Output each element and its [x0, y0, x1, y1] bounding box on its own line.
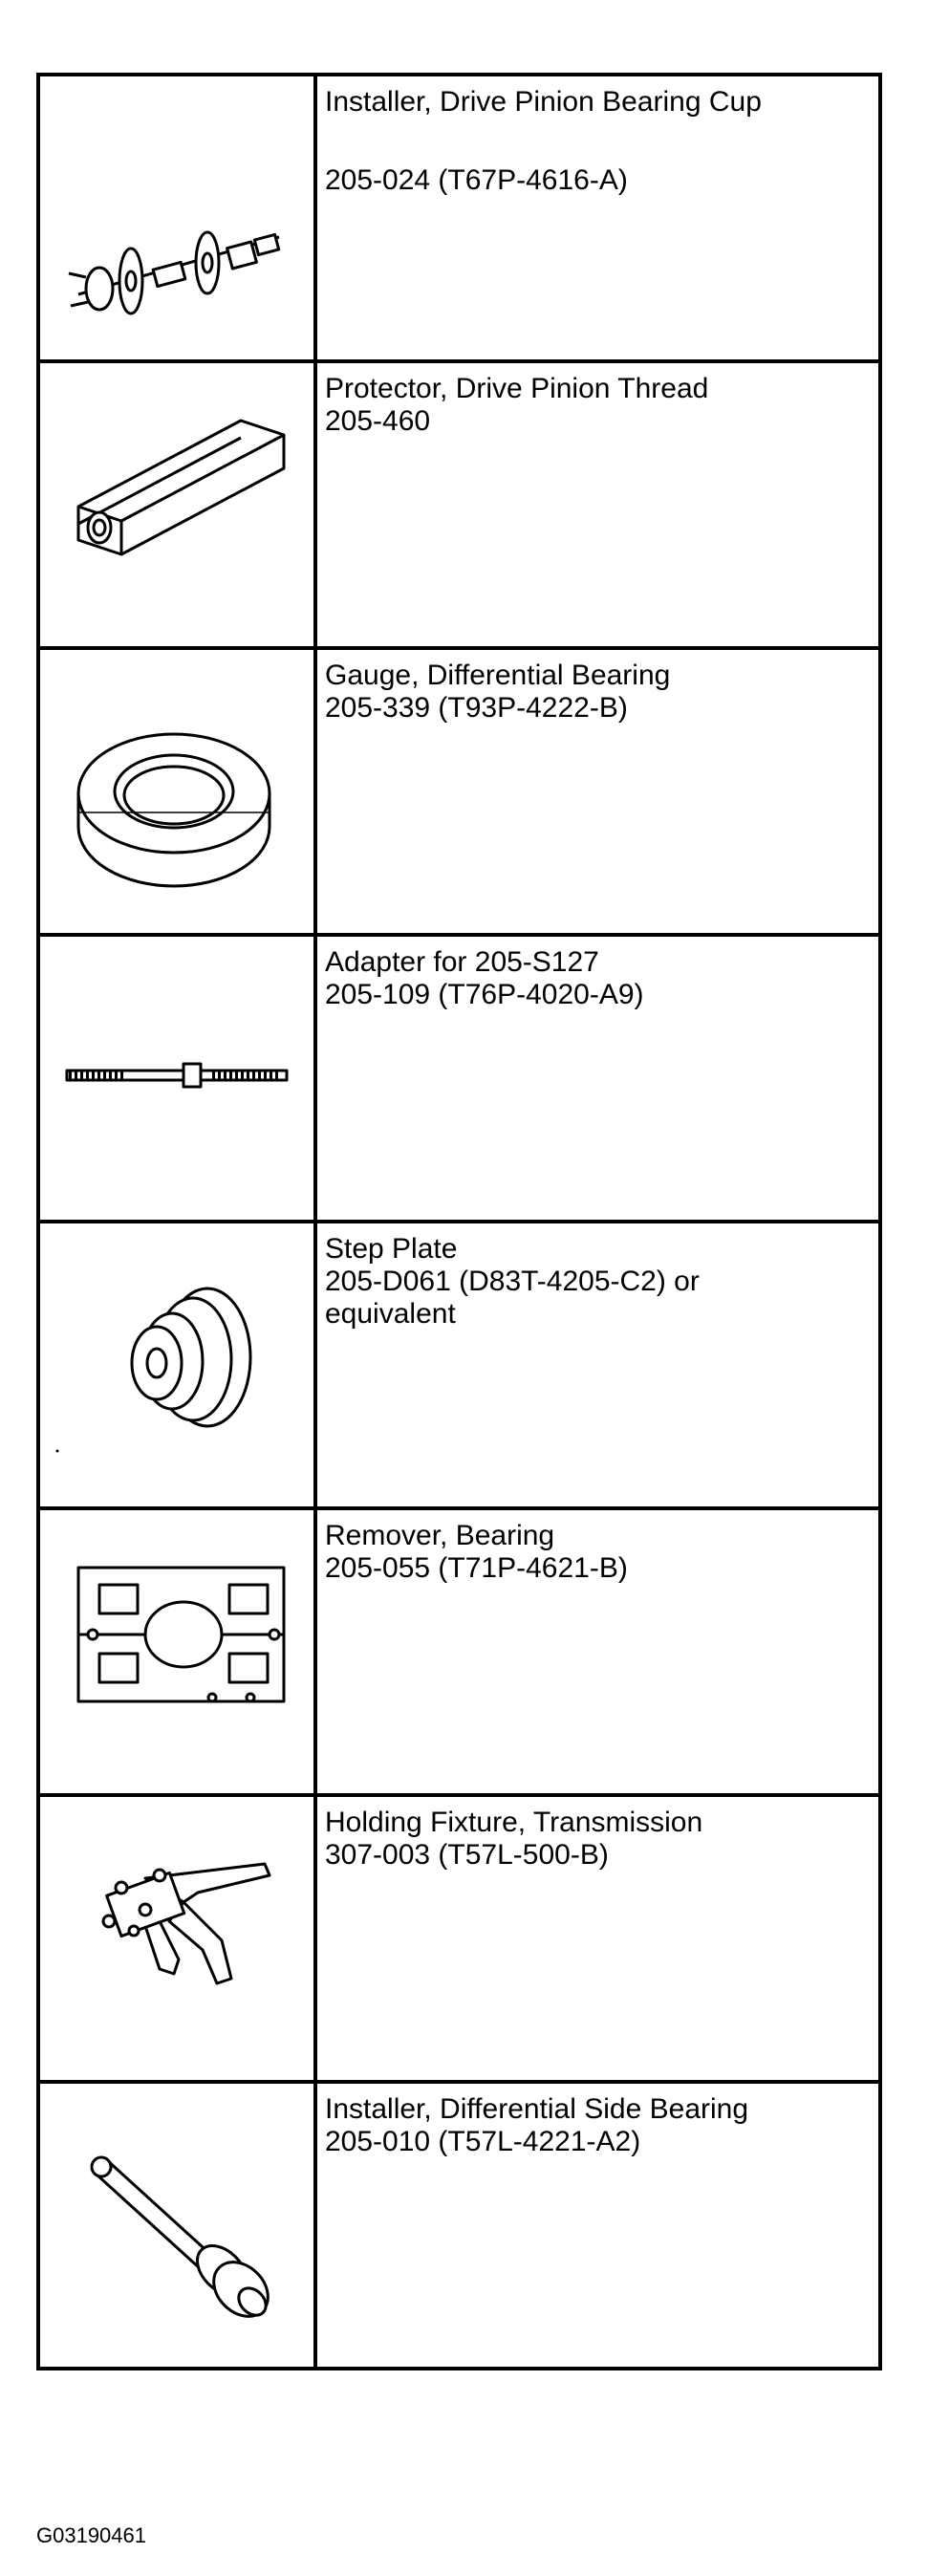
- tool-name: Installer, Differential Side Bearing: [325, 2093, 749, 2125]
- tool-number: 205-D061 (D83T-4205-C2) or equivalent: [325, 1266, 700, 1330]
- threaded-rod-adapter-icon: [40, 937, 313, 1216]
- tool-number: 205-339 (T93P-4222-B): [325, 692, 628, 724]
- tool-text-cell: [315, 1795, 880, 2082]
- bearing-cup-installer-icon: [40, 76, 313, 356]
- tool-text-cell: [315, 935, 880, 1222]
- tool-image-cell: [38, 2082, 315, 2369]
- tool-name: Step Plate: [325, 1233, 458, 1265]
- side-bearing-installer-icon: [40, 2084, 313, 2363]
- tool-row: [38, 1508, 880, 1795]
- tool-name: Gauge, Differential Bearing: [325, 660, 671, 691]
- tool-name: Remover, Bearing: [325, 1520, 555, 1551]
- tool-number: 205-109 (T76P-4020-A9): [325, 979, 644, 1010]
- tool-image-cell: [38, 935, 315, 1222]
- tool-number: 307-003 (T57L-500-B): [325, 1839, 609, 1871]
- tool-row: [38, 1222, 880, 1508]
- tool-number: 205-024 (T67P-4616-A): [325, 164, 628, 196]
- tool-number: 205-460: [325, 405, 431, 437]
- tool-image-cell: [38, 1508, 315, 1795]
- tool-image-cell: [38, 361, 315, 648]
- tool-name: Holding Fixture, Transmission: [325, 1807, 703, 1838]
- tool-text-cell: [315, 75, 880, 361]
- tool-name: Installer, Drive Pinion Bearing Cup: [325, 86, 762, 118]
- tool-number: 205-055 (T71P-4621-B): [325, 1552, 628, 1584]
- tool-image-cell: [38, 1222, 315, 1508]
- tool-row: [38, 1795, 880, 2082]
- tool-row: [38, 75, 880, 361]
- figure-id: G03190461: [36, 2523, 146, 2547]
- tool-row: [38, 935, 880, 1222]
- tool-text-cell: [315, 648, 880, 935]
- tool-text-cell: [315, 1508, 880, 1795]
- step-plate-icon: [40, 1223, 313, 1503]
- pinion-thread-protector-icon: [40, 363, 313, 642]
- tool-row: [38, 361, 880, 648]
- tool-text-cell: [315, 1222, 880, 1508]
- bearing-gauge-ring-icon: [40, 650, 313, 929]
- tool-row: [38, 648, 880, 935]
- tool-image-cell: [38, 648, 315, 935]
- tool-number: 205-010 (T57L-4221-A2): [325, 2126, 641, 2157]
- special-tools-table: [36, 73, 882, 2370]
- bearing-remover-icon: [40, 1510, 313, 1789]
- tool-image-cell: [38, 1795, 315, 2082]
- tool-name: Adapter for 205-S127: [325, 946, 599, 978]
- tool-text-cell: [315, 2082, 880, 2369]
- tool-image-cell: [38, 75, 315, 361]
- holding-fixture-icon: [40, 1797, 313, 2076]
- tool-row: [38, 2082, 880, 2369]
- tool-name: Protector, Drive Pinion Thread: [325, 373, 709, 404]
- tool-text-cell: [315, 361, 880, 648]
